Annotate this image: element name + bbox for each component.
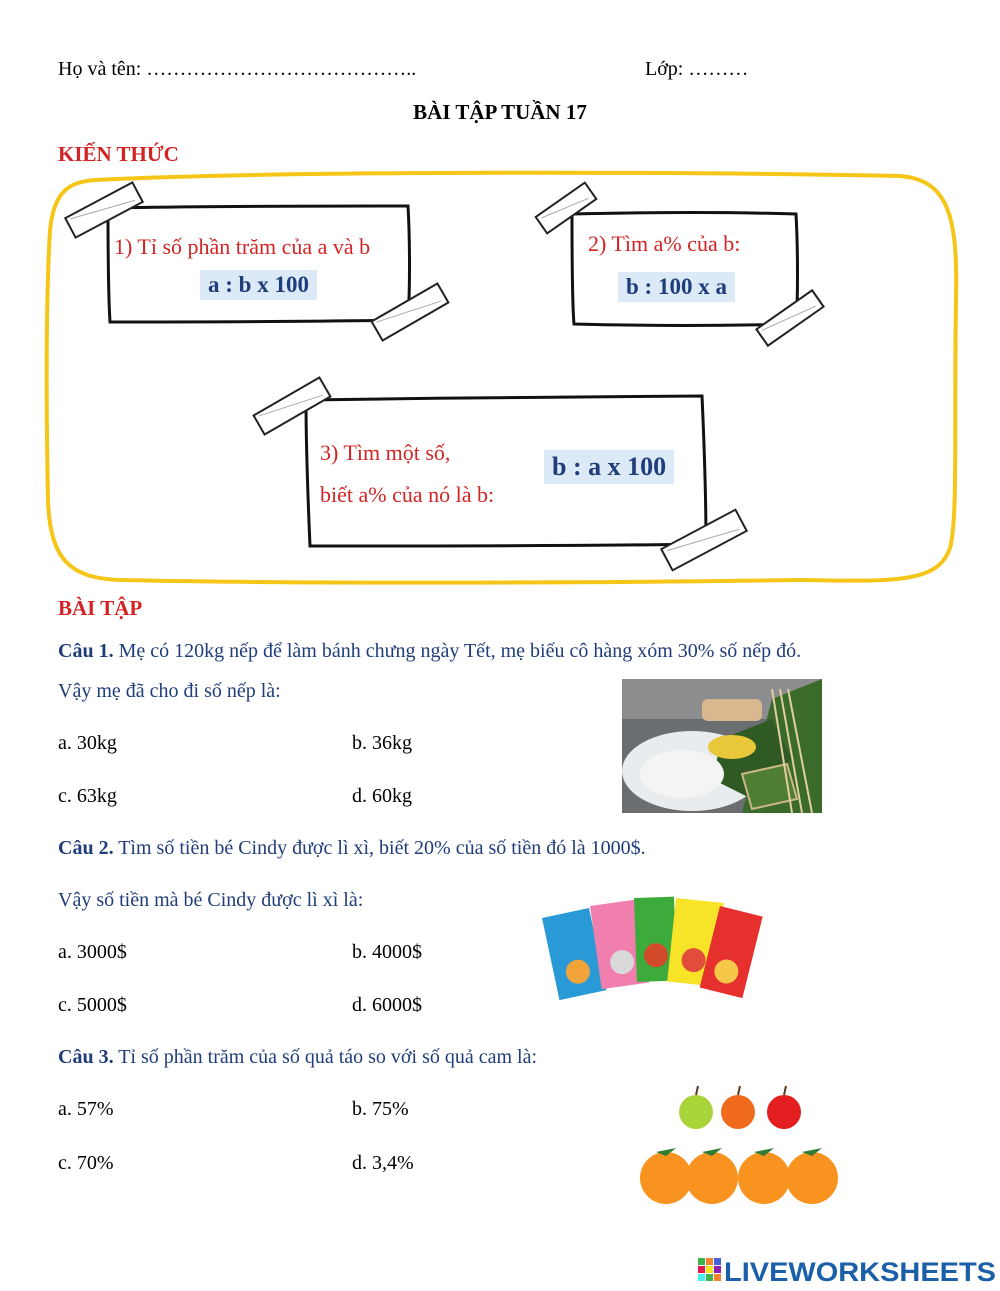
tape-box3-top <box>254 377 331 434</box>
tape-box2-bottom <box>756 290 823 345</box>
tape-box3-bottom <box>661 510 746 571</box>
q3-label: Câu 3. <box>58 1046 114 1068</box>
name-field-label: Họ và tên: ………………………………….. <box>58 58 417 80</box>
q1-text2: Vậy mẹ đã cho đi số nếp là: <box>58 680 281 702</box>
q2-option-c[interactable]: c. 5000$ <box>58 994 127 1016</box>
box3-formula: b : a x 100 <box>544 450 674 484</box>
banh-chung-image <box>622 679 822 813</box>
box1-formula: a : b x 100 <box>200 270 317 300</box>
tape-box2-top <box>536 183 597 234</box>
q3-text <box>58 1046 537 1069</box>
q1-text <box>58 640 801 663</box>
page-title: BÀI TẬP TUẦN 17 <box>413 100 587 124</box>
q3-option-a[interactable]: a. 57% <box>58 1098 114 1120</box>
apple-icon <box>679 1086 713 1129</box>
box3-line2: biết a% của nó là b: <box>320 482 495 507</box>
lucky-money-envelopes-image <box>536 892 772 1008</box>
q1-label: Câu 1. <box>58 640 114 662</box>
q3-option-b[interactable]: b. 75% <box>352 1098 409 1120</box>
knowledge-heading: KIẾN THỨC <box>58 142 179 166</box>
q2-option-b[interactable]: b. 4000$ <box>352 941 422 963</box>
q1-option-a[interactable]: a. 30kg <box>58 732 117 754</box>
orange-icon <box>786 1148 838 1204</box>
q1-option-c[interactable]: c. 63kg <box>58 785 117 807</box>
tape-box1-top <box>65 182 142 237</box>
knowledge-frame <box>0 0 1000 600</box>
box3-line1: 3) Tìm một số, <box>320 440 451 465</box>
orange-icon <box>738 1148 790 1204</box>
apple-icon <box>721 1086 755 1129</box>
q1-body: Mẹ có 120kg nếp để làm bánh chưng ngày Tết, mẹ biếu cô hàng xóm 30% số nếp đó. <box>113 640 802 662</box>
q2-option-d[interactable]: d. 6000$ <box>352 994 422 1016</box>
q2-option-a[interactable]: a. 3000$ <box>58 941 127 963</box>
q2-text <box>58 837 646 860</box>
exercises-heading: BÀI TẬP <box>58 596 143 620</box>
box1-text: 1) Tỉ số phần trăm của a và b <box>114 234 371 259</box>
q2-body: Tìm số tiền bé Cindy được lì xì, biết 20% của số tiền đó là 1000$. <box>113 837 646 859</box>
apple-icon <box>767 1086 801 1129</box>
box2-formula: b : 100 x a <box>618 272 735 302</box>
class-field-label: Lớp: ……… <box>645 58 749 80</box>
box2-text: 2) Tìm a% của b: <box>588 231 741 256</box>
q3-option-d[interactable]: d. 3,4% <box>352 1152 414 1174</box>
apples-oranges-image <box>632 1078 848 1208</box>
q1-option-b[interactable]: b. 36kg <box>352 732 412 754</box>
q3-option-c[interactable]: c. 70% <box>58 1152 114 1174</box>
liveworksheets-logo <box>698 1254 998 1286</box>
box1-border <box>108 206 410 322</box>
logo-text: LIVEWORKSHEETS <box>724 1257 996 1286</box>
box2-border <box>572 213 798 326</box>
q2-label: Câu 2. <box>58 837 114 859</box>
orange-icon <box>640 1148 692 1204</box>
q1-option-d[interactable]: d. 60kg <box>352 785 412 807</box>
q3-body: Tỉ số phần trăm của số quả táo so với số quả cam là: <box>113 1046 538 1068</box>
liveworksheets-mark-icon <box>698 1258 721 1281</box>
q2-text2: Vậy số tiền mà bé Cindy được lì xì là: <box>58 889 364 911</box>
orange-icon <box>686 1148 738 1204</box>
